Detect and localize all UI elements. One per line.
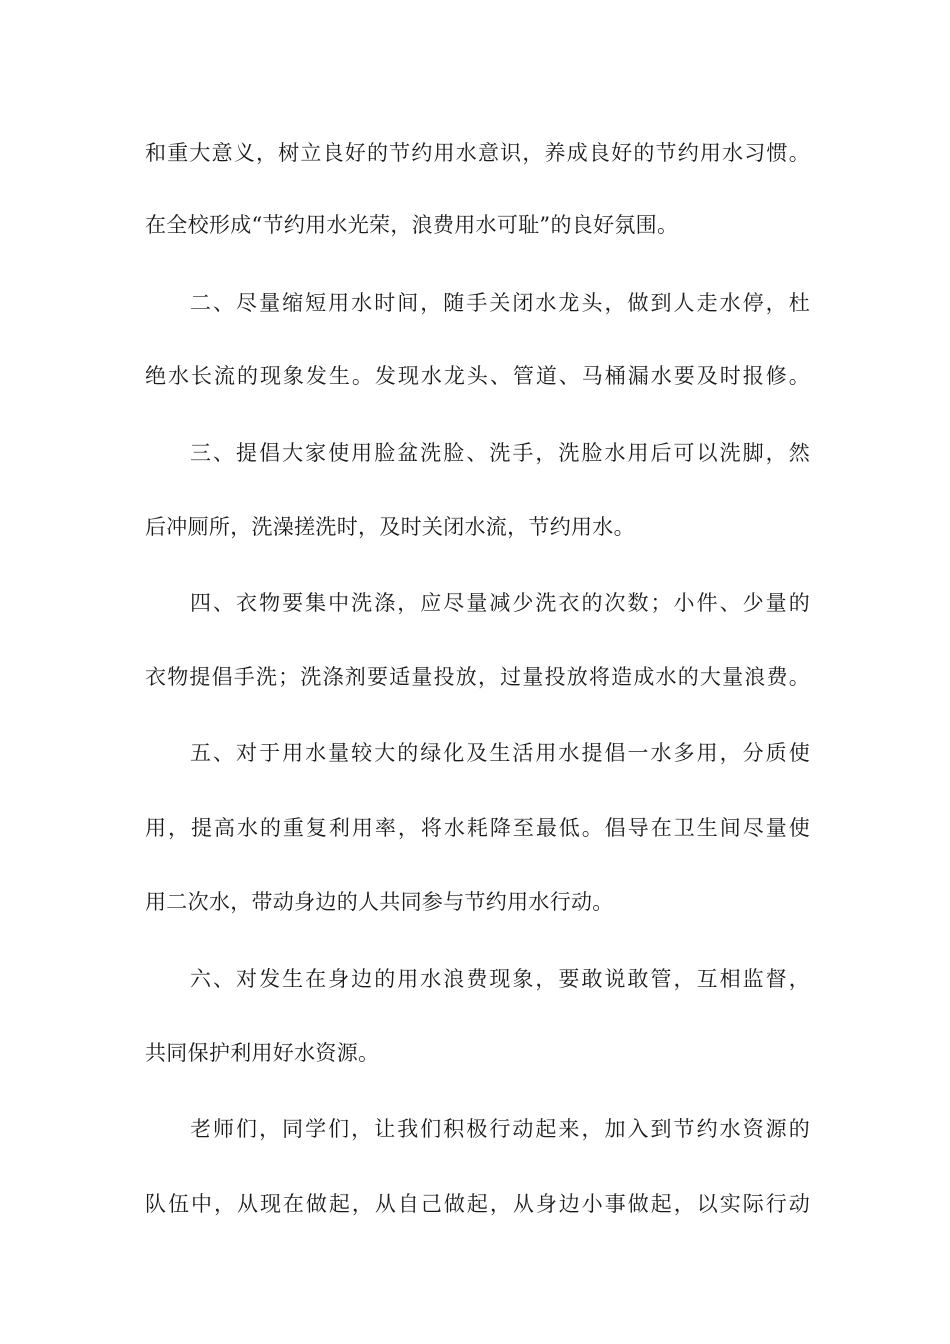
text-line-11: 用二次水，带动身边的人共同参与节约用水行动。 <box>145 890 614 914</box>
text-line-12: 六、对发生在身边的用水浪费现象，要敢说敢管，互相监督， <box>190 967 810 991</box>
text-line-9: 五、对于用水量较大的绿化及生活用水提倡一水多用，分质使 <box>190 741 810 765</box>
text-line-13: 共同保护利用好水资源。 <box>145 1041 380 1065</box>
text-line-4: 绝水长流的现象发生。发现水龙头、管道、马桶漏水要及时报修。 <box>145 364 810 388</box>
text-line-8: 衣物提倡手洗；洗涤剂要适量投放，过量投放将造成水的大量浪费。 <box>145 665 810 689</box>
text-line-5: 三、提倡大家使用脸盆洗脸、洗手，洗脸水用后可以洗脚，然 <box>190 441 810 465</box>
text-line-3: 二、尽量缩短用水时间，随手关闭水龙头，做到人走水停，杜 <box>190 291 810 315</box>
text-line-10: 用，提高水的重复利用率，将水耗降至最低。倡导在卫生间尽量使 <box>145 816 810 840</box>
text-line-14: 老师们，同学们，让我们积极行动起来，加入到节约水资源的 <box>190 1117 810 1141</box>
text-line-1: 和重大意义，树立良好的节约用水意识，养成良好的节约用水习惯。 <box>145 141 810 165</box>
text-line-2: 在全校形成“节约用水光荣，浪费用水可耻”的良好氛围。 <box>145 213 679 237</box>
text-line-15: 队伍中，从现在做起，从自己做起，从身边小事做起，以实际行动 <box>145 1192 810 1216</box>
text-line-6: 后冲厕所，洗澡搓洗时，及时关闭水流，节约用水。 <box>145 515 635 539</box>
text-line-7: 四、衣物要集中洗涤，应尽量减少洗衣的次数；小件、少量的 <box>190 591 810 615</box>
